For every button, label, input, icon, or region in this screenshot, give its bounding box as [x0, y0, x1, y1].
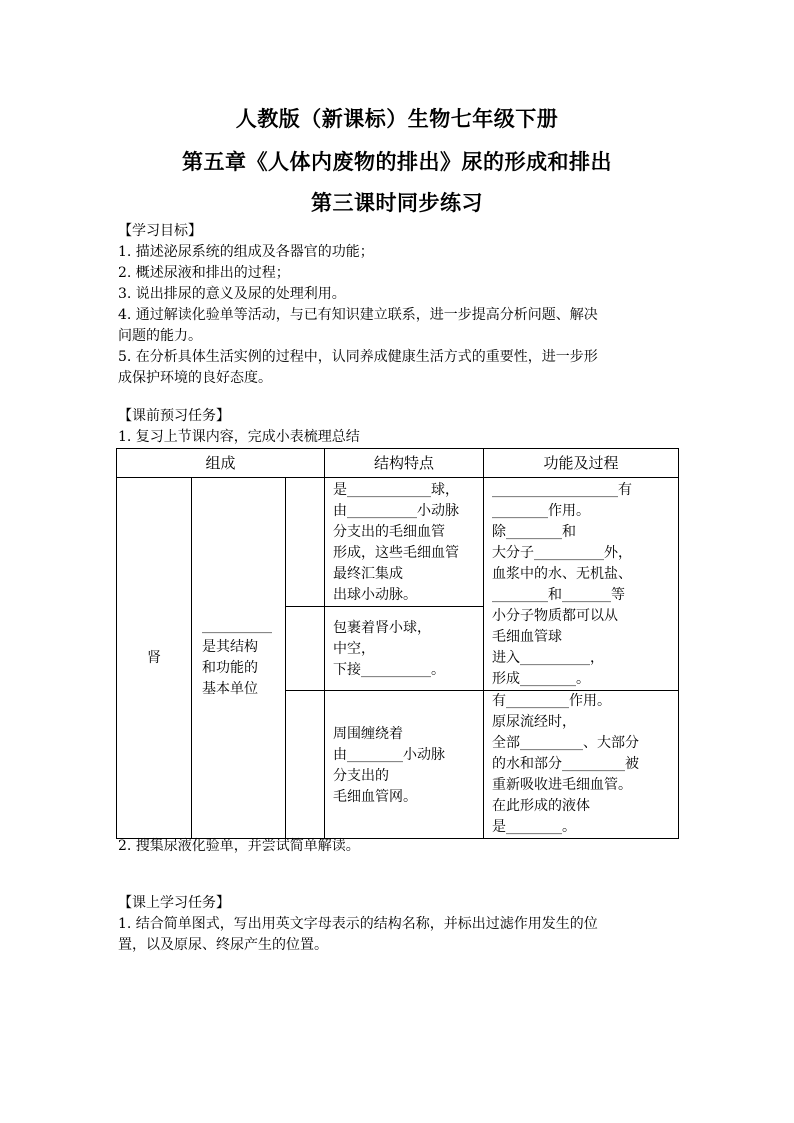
title-line-1: 人教版（新课标）生物七年级下册: [235, 107, 559, 131]
func-line: 血浆中的水、无机盐、: [492, 566, 633, 582]
unit-text: 和功能的: [202, 660, 258, 676]
part-blank-1: [286, 478, 325, 607]
struct-capsule: [325, 607, 484, 691]
header-structure: 结构特点: [325, 449, 484, 478]
func-line: 毛细血管球: [492, 629, 563, 645]
goal-item: 3. 说出排尿的意义及尿的处理利用。: [118, 286, 346, 302]
preview-heading: 【课前预习任务】: [118, 408, 230, 424]
func-reabsorption: [484, 691, 679, 839]
part-blank-2: [286, 607, 325, 691]
title-line-2: 第五章《人体内废物的排出》尿的形成和排出: [182, 150, 612, 174]
unit-cell: [192, 478, 286, 839]
goal-item: 2. 概述尿液和排出的过程；: [118, 265, 290, 281]
summary-table: [116, 448, 679, 839]
struct-line: 分支出的毛细血管: [333, 524, 446, 540]
struct-line: 下接__________。: [333, 662, 446, 678]
organ-kidney: 肾: [147, 649, 161, 666]
class-task-item: 置，以及原尿、终尿产生的位置。: [118, 937, 328, 953]
class-task-heading: 【课上学习任务】: [118, 895, 230, 911]
func-line: 原尿流经时，: [492, 714, 577, 730]
preview-task-1: 1. 复习上节课内容，完成小表梳理总结: [118, 429, 360, 445]
class-task-item: 1. 结合简单图式，写出用英文字母表示的结构名称，并标出过滤作用发生的位: [118, 916, 598, 932]
struct-line: 由__________小动脉: [333, 503, 460, 519]
organ-kidney-cell: [117, 478, 192, 839]
struct-line: 包裹着肾小球，: [333, 620, 432, 636]
func-line: 除________和: [492, 524, 577, 540]
struct-line: 由________小动脉: [333, 746, 446, 763]
func-line: 全部_________、大部分: [492, 735, 640, 751]
unit-text: 是其结构: [202, 639, 258, 655]
preview-task-2: 2. 搜集尿液化验单，并尝试简单解读。: [118, 838, 360, 854]
unit-text: 基本单位: [202, 681, 258, 697]
func-line: ________和_______等: [492, 587, 626, 603]
struct-line: 周围缠绕着: [333, 725, 404, 742]
func-line: 小分子物质都可以从: [492, 608, 619, 624]
unit-blank: __________: [202, 618, 272, 634]
struct-tubule: [325, 691, 484, 839]
header-composition: 组成: [117, 449, 325, 478]
func-line: 重新吸收进毛细血管。: [492, 777, 633, 793]
func-line: 形成________。: [492, 671, 591, 687]
func-line: 的水和部分_________被: [492, 756, 640, 772]
func-line: 有_________作用。: [492, 693, 612, 709]
struct-line: 分支出的: [333, 767, 390, 784]
goal-item: 成保护环境的良好态度。: [118, 370, 272, 386]
struct-line: 形成，这些毛细血管: [333, 545, 460, 561]
func-line: 大分子__________外，: [492, 545, 633, 561]
struct-line: 毛细血管网。: [333, 788, 418, 805]
part-blank-3: [286, 691, 325, 839]
goal-item: 4. 通过解读化验单等活动，与已有知识建立联系，进一步提高分析问题、解决: [118, 307, 598, 323]
struct-line: 最终汇集成: [333, 566, 404, 582]
func-line: 进入__________，: [492, 650, 605, 666]
goal-item: 问题的能力。: [118, 328, 202, 344]
struct-line: 出球小动脉。: [333, 587, 418, 603]
func-filtration: [484, 478, 679, 691]
title-line-3: 第三课时同步练习: [311, 191, 483, 215]
goal-item: 1. 描述泌尿系统的组成及各器官的功能；: [118, 244, 374, 260]
header-function: 功能及过程: [484, 449, 679, 478]
func-line: __________________有: [492, 482, 633, 498]
goal-item: 5. 在分析具体生活实例的过程中，认同养成健康生活方式的重要性，进一步形: [118, 349, 598, 365]
func-line: 在此形成的液体: [492, 798, 591, 814]
struct-line: 是____________球，: [333, 482, 460, 498]
struct-line: 中空，: [333, 641, 376, 657]
goals-heading: 【学习目标】: [118, 223, 202, 239]
func-line: ________作用。: [492, 503, 591, 519]
struct-glomerulus: [325, 478, 484, 607]
func-line: 是________。: [492, 819, 577, 835]
